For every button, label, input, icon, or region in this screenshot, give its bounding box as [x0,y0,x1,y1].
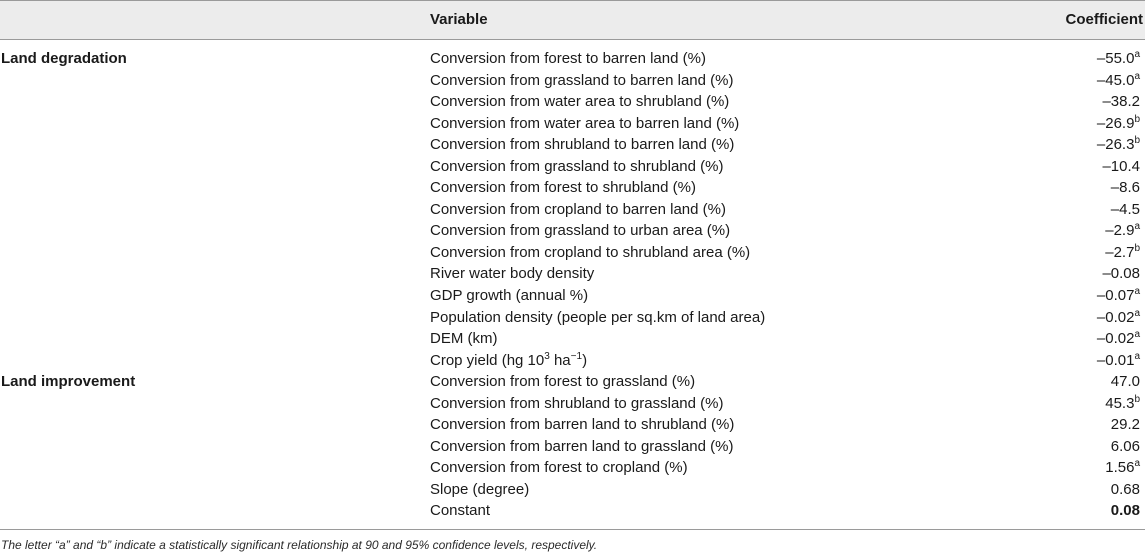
coefficient-cell [1097,285,1140,307]
table-footnote [1,538,597,552]
table-row [0,199,1145,221]
variable-cell: DEM (km) [430,330,498,348]
coefficient-cell [1111,177,1140,199]
footnote-quote-b: “b” [96,538,112,552]
footnote-quote-a: “a” [55,538,70,552]
table-row [0,350,1145,372]
table-row [0,436,1145,458]
significance-marker: a [1134,458,1140,470]
table-row [0,134,1145,156]
table-row [0,48,1145,70]
significance-marker: a [1134,70,1140,82]
coefficient-cell [1097,328,1140,350]
coefficient-cell [1097,70,1140,92]
table-row [0,371,1145,393]
table-row [0,91,1145,113]
group-label: Land improvement [1,373,136,391]
coefficient-cell [1102,156,1140,178]
coefficient-value: –0.02 [1096,308,1135,326]
coefficient-value: –8.6 [1110,179,1140,197]
significance-marker: a [1134,221,1140,233]
variable-cell [430,350,587,372]
variable-cell: GDP growth (annual %) [430,287,589,305]
coefficient-cell [1111,414,1140,436]
variable-cell: River water body density [430,265,595,283]
coefficient-value: –26.3 [1096,136,1135,154]
significance-marker: a [1134,350,1140,362]
table-row [0,500,1145,522]
coefficient-value: –55.0 [1096,50,1135,67]
table-bottom-rule [0,529,1145,530]
coefficient-value: –26.9 [1096,114,1135,132]
significance-marker: b [1134,135,1140,147]
variable-text-mid: ha [549,351,571,369]
footnote-text: indicate a statistically significant relationship at 90 and 95% confidence levels, respectively. [111,538,598,552]
variable-text-end: ) [582,351,588,369]
coefficient-value: 29.2 [1110,416,1140,434]
unit-exponent: −1 [570,350,583,362]
variable-cell: Conversion from barren land to shrubland (%) [430,416,735,434]
significance-marker: a [1134,286,1140,298]
variable-cell: Conversion from shrubland to grassland (%) [430,394,724,412]
table-row [0,457,1145,479]
unit-exponent: 3 [544,350,550,362]
coefficient-cell [1111,199,1140,221]
variable-cell: Conversion from grassland to shrubland (%) [430,157,724,175]
coefficient-value: 6.06 [1110,437,1140,455]
coefficient-cell [1111,436,1140,458]
coefficient-cell [1097,350,1140,372]
significance-marker: a [1134,307,1140,319]
table-row [0,242,1145,264]
footnote-text: The letter [1,538,56,552]
coefficient-value: –38.2 [1102,93,1140,111]
coefficient-cell [1111,371,1140,393]
table-row [0,307,1145,329]
variable-cell: Slope (degree) [430,480,530,498]
variable-cell: Population density (people per sq.km of land area) [430,308,766,326]
significance-marker: b [1134,113,1140,125]
coefficient-value: –0.01 [1096,351,1135,369]
coefficient-cell [1102,91,1140,113]
significance-marker: b [1134,242,1140,254]
coefficient-value: 0.08 [1110,502,1140,520]
header-variable: Variable [430,11,488,28]
coefficient-value: 1.56 [1105,459,1135,477]
variable-cell: Constant [430,502,491,520]
table-row [0,479,1145,501]
coefficient-value: 0.68 [1110,480,1140,498]
table-row [0,285,1145,307]
table-row [0,393,1145,415]
coefficient-value: –10.4 [1102,157,1140,175]
coefficient-value: –45.0 [1096,71,1135,89]
coefficient-value: –0.08 [1102,265,1140,283]
header-coefficient: Coefficient [1065,11,1143,28]
coefficient-value: 47.0 [1110,373,1140,391]
table-row [0,328,1145,350]
coefficient-value: –0.07 [1096,287,1135,305]
variable-cell: Conversion from shrubland to barren land (%) [430,136,735,154]
variable-cell: Conversion from forest to grassland (%) [430,373,696,391]
table-header-rule [0,39,1145,40]
variable-cell: Conversion from barren land to grassland (%) [430,437,734,455]
coefficient-cell [1102,263,1140,285]
table-row [0,177,1145,199]
significance-marker: a [1134,49,1140,60]
table-row [0,220,1145,242]
coefficient-cell [1105,220,1140,242]
footnote-text: and [69,538,97,552]
significance-marker: b [1134,393,1140,405]
significance-marker: a [1134,329,1140,341]
table-row [0,156,1145,178]
coefficient-value: 45.3 [1105,394,1135,412]
variable-cell: Conversion from water area to barren land (%) [430,114,740,132]
table-row [0,414,1145,436]
coefficient-cell [1111,479,1140,501]
table-body [0,48,1145,522]
coefficient-cell [1097,134,1140,156]
variable-cell: Conversion from forest to barren land (%) [430,50,706,67]
coefficient-value: –2.7 [1105,243,1135,261]
variable-cell: Conversion from forest to shrubland (%) [430,179,696,197]
coefficient-value: –2.9 [1105,222,1135,240]
variable-cell: Conversion from water area to shrubland (%) [430,93,730,111]
coefficient-cell [1105,457,1140,479]
coefficient-cell [1111,500,1140,522]
coefficient-cell [1097,48,1140,70]
variable-cell: Conversion from cropland to barren land (%) [430,200,726,218]
coefficient-cell [1105,393,1140,415]
variable-cell: Conversion from grassland to barren land (%) [430,71,734,89]
coefficient-cell [1105,242,1140,264]
table-row [0,263,1145,285]
table-row [0,113,1145,135]
coefficient-cell [1097,113,1140,135]
variable-cell: Conversion from cropland to shrubland area (%) [430,243,751,261]
coefficient-value: –4.5 [1110,200,1140,218]
variable-cell: Conversion from forest to cropland (%) [430,459,688,477]
coefficient-value: –0.02 [1096,330,1135,348]
variable-cell: Conversion from grassland to urban area (%) [430,222,731,240]
table-row [0,70,1145,92]
variable-text: Crop yield (hg 10 [430,351,545,369]
table-header [0,1,1145,39]
coefficient-cell [1097,307,1140,329]
group-label: Land degradation [1,50,127,67]
